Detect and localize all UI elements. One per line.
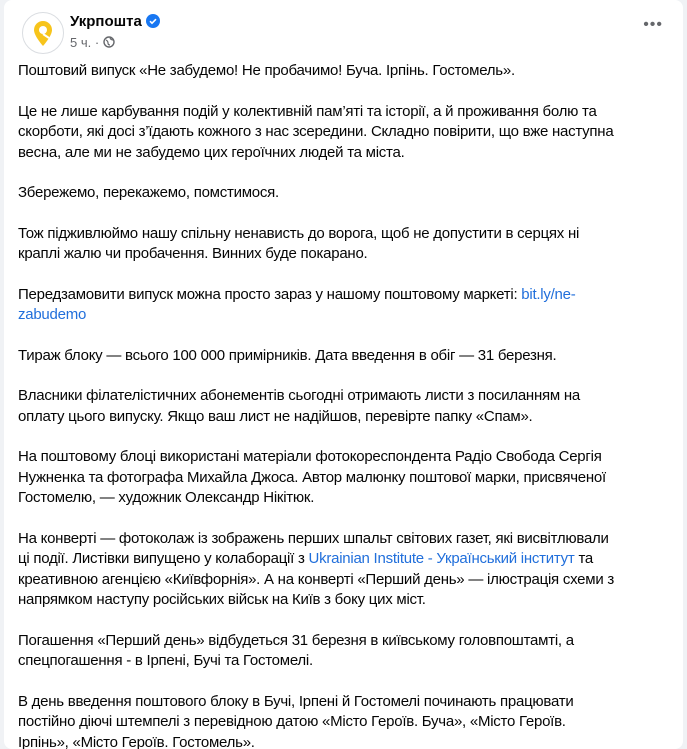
text-line: [18, 305, 668, 326]
text-segment: оплату цього випуску. Якщо ваш лист не надійшов, перевірте папку «Спам».: [18, 407, 533, 425]
post-link[interactable]: bit.ly/ne-: [521, 285, 576, 303]
text-line: [18, 712, 668, 733]
text-segment: краплі жалю чи пробачення. Винних буде покарано.: [18, 245, 368, 262]
text-segment: Ірпінь», «Місто Героїв. Гостомель».: [18, 733, 255, 749]
text-line: [18, 61, 668, 82]
post-time[interactable]: 5 ч.: [70, 35, 92, 50]
text-segment: На конверті — фотоколаж із зображень перших шпальт світових газет, які висвітлювали: [18, 529, 609, 547]
post-paragraph: [18, 447, 668, 509]
text-line: [18, 590, 668, 611]
text-segment: спецпогашення - в Ірпені, Бучі та Гостомелі.: [18, 652, 313, 669]
more-options-button[interactable]: •••: [643, 16, 663, 33]
text-line: [18, 346, 668, 367]
text-line: [18, 183, 668, 204]
text-line: [18, 244, 668, 265]
text-segment: та: [574, 550, 594, 567]
text-line: [18, 447, 668, 468]
text-line: [18, 570, 668, 591]
post-paragraph: [18, 692, 668, 749]
post-text: [18, 61, 668, 749]
text-line: [18, 143, 668, 164]
text-line: [18, 631, 668, 652]
text-segment: Нужненка та фотографа Михайла Джоса. Автор малюнку поштової марки, присвяченої: [18, 468, 606, 486]
post-link[interactable]: Ukrainian Institute - Український інститут: [308, 550, 575, 567]
post-paragraph: [18, 631, 668, 672]
text-line: [18, 549, 668, 570]
text-line: [18, 468, 668, 489]
author-name[interactable]: [70, 13, 160, 30]
globe-icon: [103, 36, 115, 48]
post-paragraph: [18, 224, 668, 265]
text-line: [18, 386, 668, 407]
post-paragraph: [18, 61, 668, 82]
text-line: [18, 733, 668, 749]
text-segment: весна, але ми не забудемо цих героїчних людей та міста.: [18, 143, 405, 161]
text-segment: Гостомелю, — художник Олександр Нікітюк.: [18, 489, 315, 506]
post-paragraph: [18, 183, 668, 204]
text-line: [18, 224, 668, 245]
avatar[interactable]: [22, 12, 64, 54]
text-line: [18, 285, 668, 306]
text-segment: креативною агенцією «Київфорнія». А на конверті «Перший день» — ілюстрація схеми з: [18, 570, 614, 588]
author-link[interactable]: Укрпошта: [70, 13, 142, 30]
text-line: [18, 407, 668, 428]
separator: ·: [94, 35, 100, 50]
text-line: [18, 488, 668, 509]
ukrposhta-logo-icon: [23, 13, 63, 53]
text-line: [18, 529, 668, 550]
text-line: [18, 102, 668, 123]
text-segment: скорботи, які досі з’їдають кожного з нас зсередини. Складно повірити, що вже наступна: [18, 123, 614, 140]
text-segment: Власники філателістичних абонементів сьогодні отримають листи з посиланням на: [18, 387, 580, 404]
text-segment: Поштовий випуск «Не забудемо! Не пробачимо! Буча. Ірпінь. Гостомель».: [18, 62, 515, 79]
text-segment: В день введення поштового блоку в Бучі, Ірпені й Гостомелі починають працювати: [18, 692, 574, 710]
post-paragraph: [18, 386, 668, 427]
text-segment: напрямком наступу російських військ на Київ з боку цих міст.: [18, 591, 426, 608]
post-paragraph: [18, 285, 668, 326]
text-segment: постійно діючі штемпелі з перевідною датою «Місто Героїв. Буча», «Місто Героїв.: [18, 713, 566, 730]
text-segment: Тираж блоку — всього 100 000 примірників. Дата введення в обіг — 31 березня.: [18, 346, 557, 364]
text-segment: Погашення «Перший день» відбудеться 31 березня в київському головпоштамті, а: [18, 631, 574, 649]
post-paragraph: [18, 102, 668, 164]
post-paragraph: [18, 346, 668, 367]
post-paragraph: [18, 529, 668, 611]
text-segment: Тож підживлюймо нашу спільну ненависть до ворога, щоб не допустити в серцях ні: [18, 224, 580, 242]
text-segment: На поштовому блоці використані матеріали фотокореспондента Радіо Свобода Сергія: [18, 448, 602, 465]
text-line: [18, 692, 668, 713]
verified-badge-icon: [146, 14, 160, 28]
facebook-post: [4, 0, 683, 749]
text-segment: Збережемо, перекажемо, помстимося.: [18, 184, 279, 201]
text-segment: ці події. Листівки випущено у колаборації з: [18, 550, 309, 567]
text-line: [18, 651, 668, 672]
text-line: [18, 122, 668, 143]
text-segment: Передзамовити випуск можна просто зараз у нашому поштовому маркеті:: [18, 285, 522, 303]
post-meta: [70, 35, 115, 50]
text-segment: Це не лише карбування подій у колективній пам’яті та історії, а й проживання болю та: [18, 102, 597, 120]
post-link[interactable]: zabudemo: [18, 306, 87, 323]
